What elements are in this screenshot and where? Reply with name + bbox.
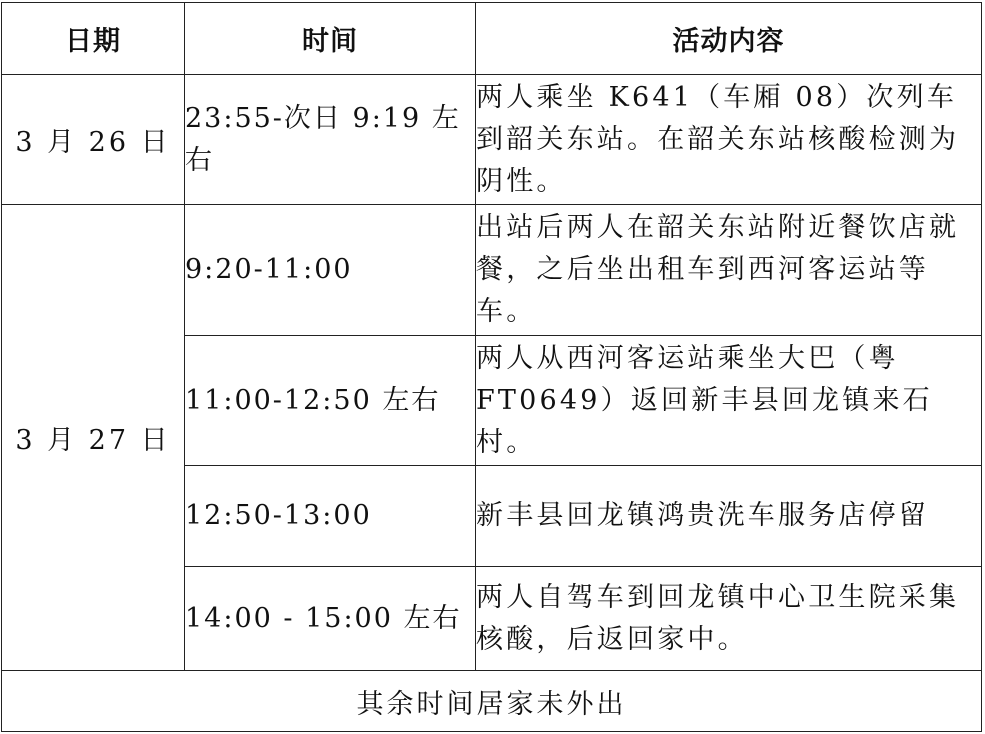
footer-row (2, 671, 982, 732)
time-cell: 9:20-11:00 (185, 205, 476, 336)
table-row (2, 75, 982, 205)
time-cell: 14:00 - 15:00 左右 (185, 567, 476, 671)
time-cell: 11:00-12:50 左右 (185, 336, 476, 466)
itinerary-table (1, 2, 982, 732)
header-date: 日期 (2, 3, 185, 75)
time-cell: 23:55-次日 9:19 左右 (185, 75, 476, 205)
activity-cell: 两人从西河客运站乘坐大巴（粤FT0649）返回新丰县回龙镇来石村。 (476, 336, 982, 466)
time-cell: 12:50-13:00 (185, 466, 476, 567)
activity-cell: 两人自驾车到回龙镇中心卫生院采集核酸，后返回家中。 (476, 567, 982, 671)
header-row (2, 3, 982, 75)
activity-cell: 两人乘坐 K641（车厢 08）次列车到韶关东站。在韶关东站核酸检测为阴性。 (476, 75, 982, 205)
table-row (2, 205, 982, 336)
footer-note: 其余时间居家未外出 (2, 671, 982, 732)
date-cell: 3 月 26 日 (2, 75, 185, 205)
activity-cell: 出站后两人在韶关东站附近餐饮店就餐，之后坐出租车到西河客运站等车。 (476, 205, 982, 336)
header-activity: 活动内容 (476, 3, 982, 75)
activity-cell: 新丰县回龙镇鸿贵洗车服务店停留 (476, 466, 982, 567)
header-time: 时间 (185, 3, 476, 75)
date-cell: 3 月 27 日 (2, 205, 185, 671)
